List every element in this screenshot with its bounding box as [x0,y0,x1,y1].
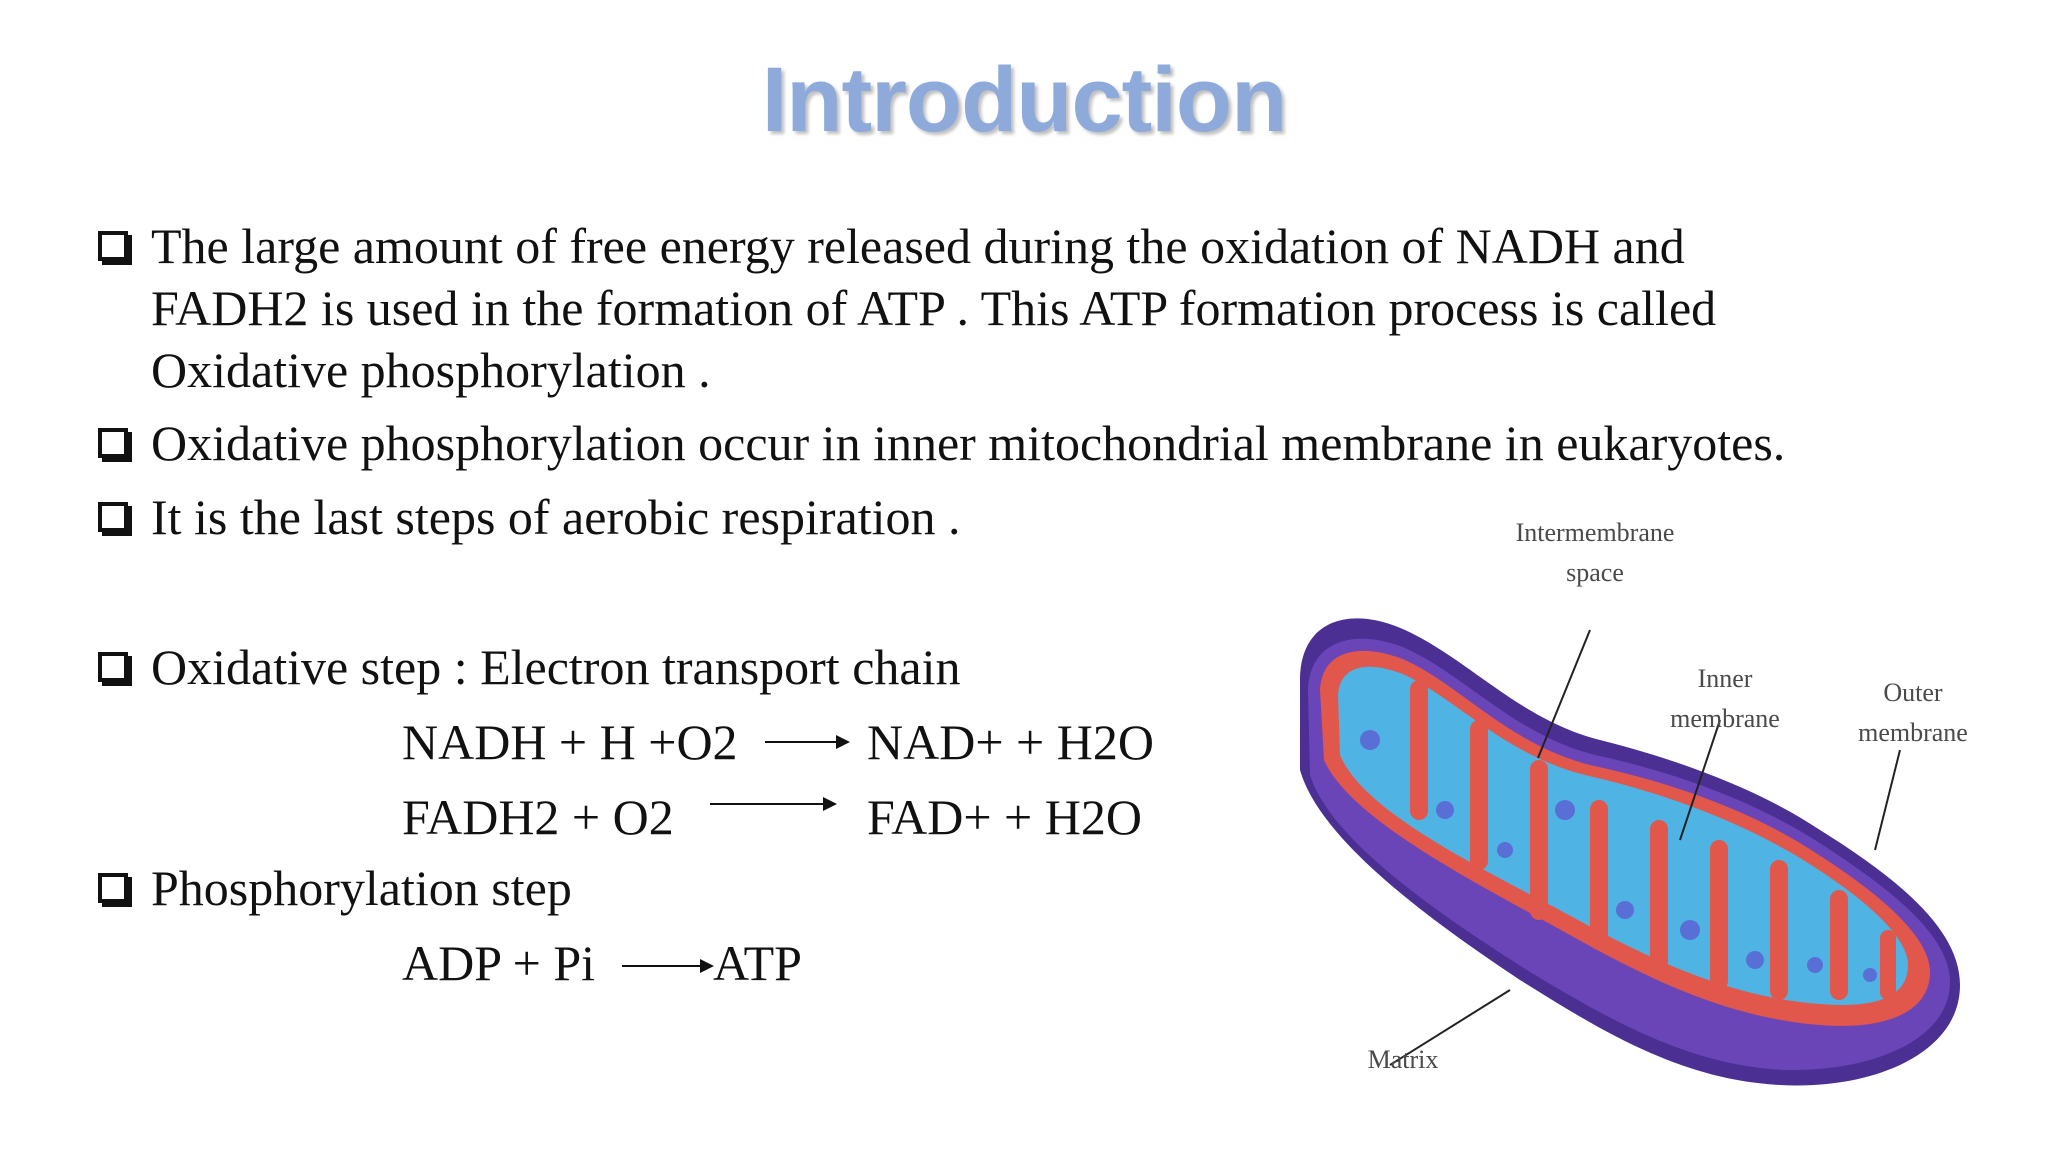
reaction-arrow-icon [710,803,835,805]
label-intermembrane: Intermembrane [1515,518,1675,547]
equation-left: ADP + Pi [402,935,596,991]
label-inner-membrane: membrane [1670,704,1780,733]
label-matrix: Matrix [1367,1045,1439,1074]
equation-right: FAD+ + H2O [867,789,1142,845]
equation-right: NAD+ + H2O [867,714,1154,770]
checkbox-bullet-icon [98,428,128,458]
label-outer: Outer [1883,678,1943,707]
checkbox-bullet-icon [98,652,128,682]
bullet-text: Oxidative phosphorylation occur in inner mitochondrial membrane in eukaryotes. [151,415,1786,471]
equation-left: FADH2 + O2 [402,789,674,845]
slide-title: Introduction [761,49,1287,151]
checkbox-bullet-icon [98,231,128,261]
label-space: space [1566,558,1624,587]
reaction-arrow-icon [622,965,712,967]
reaction-arrow-icon [765,741,848,743]
bullet-text: The large amount of free energy released during the oxidation of NADH and FADH2 is used in the formation of ATP . This ATP formation process is called Oxidative phosphorylation . [151,218,1717,398]
bullet-text: It is the last steps of aerobic respiration . [151,489,961,545]
mitochondrion-diagram [1260,510,2030,1110]
equation-right: ATP [713,935,802,991]
label-outer-membrane: membrane [1858,718,1968,747]
equation-left: NADH + H +O2 [402,714,738,770]
checkbox-bullet-icon [98,873,128,903]
checkbox-bullet-icon [98,502,128,532]
bullet-text: Phosphorylation step [151,860,572,916]
label-inner: Inner [1697,664,1753,693]
bullet-text: Oxidative step : Electron transport chain [151,639,961,695]
